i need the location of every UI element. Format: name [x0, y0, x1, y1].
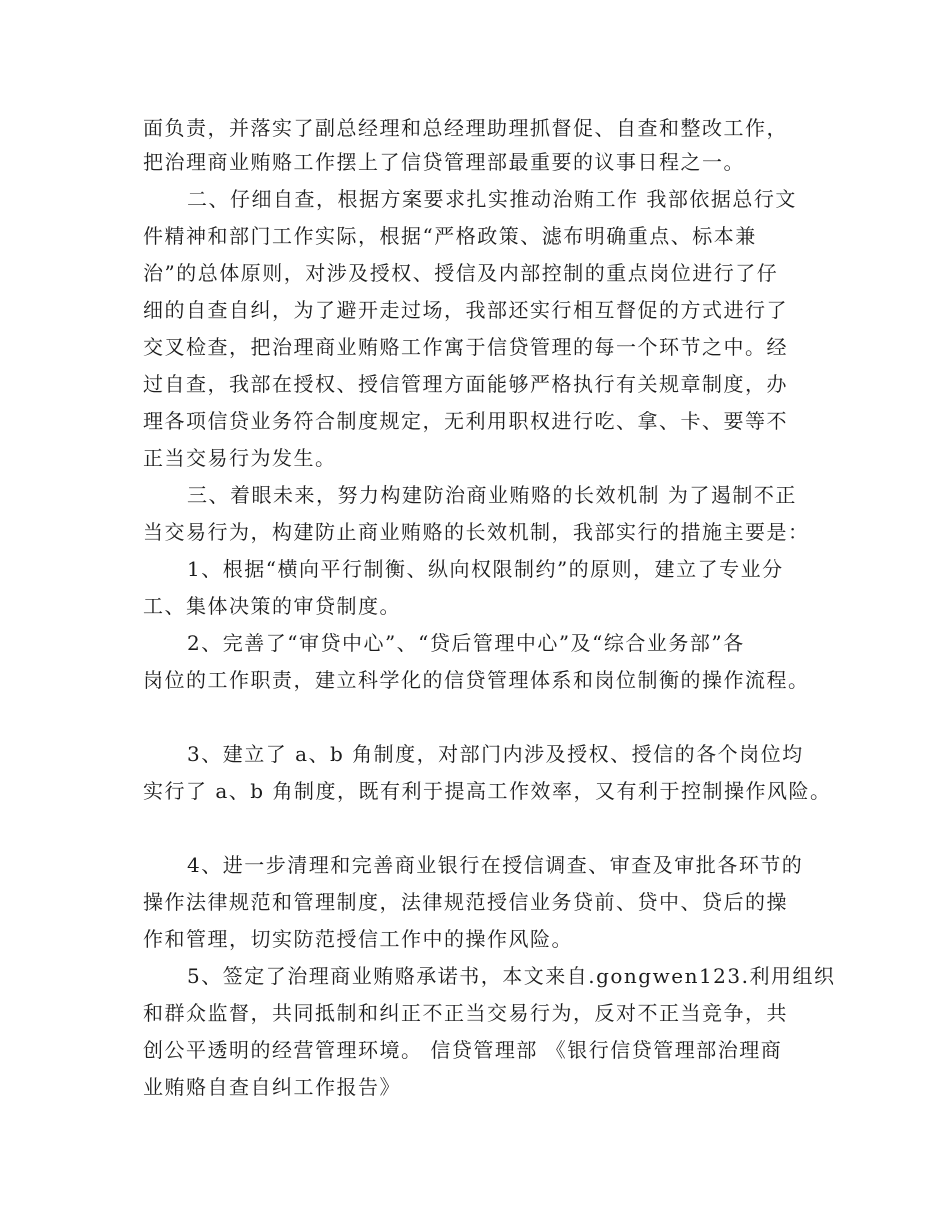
text-line: 把治理商业贿赂工作摆上了信贷管理部最重要的议事日程之一。	[143, 150, 745, 174]
text-line: 操作法律规范和管理制度，法律规范授信业务贷前、贷中、贷后的操	[143, 890, 788, 914]
text-line: 1、根据“横向平行制衡、纵向权限制约”的原则，建立了专业分	[187, 557, 784, 581]
text-line: 交叉检查，把治理商业贿赂工作寓于信贷管理的每一个环节之中。经	[143, 335, 788, 359]
text-line: 创公平透明的经营管理环境。 信贷管理部 《银行信贷管理部治理商	[143, 1038, 783, 1062]
text-line: 4、进一步清理和完善商业银行在授信调查、审查及审批各环节的	[187, 853, 804, 877]
text-line: 理各项信贷业务符合制度规定，无利用职权进行吃、拿、卡、要等不	[143, 409, 788, 433]
text-line: 实行了 a、b 角制度，既有利于提高工作效率，又有利于控制操作风险。	[143, 779, 832, 803]
text-line: 二、仔细自查，根据方案要求扎实推动治贿工作 我部依据总行文	[187, 187, 797, 211]
text-line: 业贿赂自查自纠工作报告》	[143, 1075, 401, 1099]
text-line: 过自查，我部在授权、授信管理方面能够严格执行有关规章制度，办	[143, 372, 788, 396]
text-line: 5、签定了治理商业贿赂承诺书，本文来自.gongwen123.利用组织	[187, 964, 836, 988]
text-line: 当交易行为，构建防止商业贿赂的长效机制，我部实行的措施主要是：	[143, 520, 810, 544]
text-line: 面负责，并落实了副总经理和总经理助理抓督促、自查和整改工作，	[143, 116, 788, 140]
text-line: 和群众监督，共同抵制和纠正不正当交易行为，反对不正当竞争，共	[143, 1001, 788, 1025]
text-line: 治”的总体原则，对涉及授权、授信及内部控制的重点岗位进行了仔	[143, 261, 779, 285]
text-line: 3、建立了 a、b 角制度，对部门内涉及授权、授信的各个岗位均	[187, 742, 804, 766]
text-line: 工、集体决策的审贷制度。	[143, 594, 401, 618]
text-line: 件精神和部门工作实际，根据“严格政策、滤布明确重点、标本兼	[143, 224, 757, 248]
text-line: 三、着眼未来，努力构建防治商业贿赂的长效机制 为了遏制不正	[187, 483, 797, 507]
text-line: 2、完善了“审贷中心”、“贷后管理中心”及“综合业务部”各	[187, 631, 745, 655]
text-line: 岗位的工作职责，建立科学化的信贷管理体系和岗位制衡的操作流程。	[143, 668, 810, 692]
text-line: 细的自查自纠，为了避开走过场，我部还实行相互督促的方式进行了	[143, 298, 788, 322]
text-line: 正当交易行为发生。	[143, 446, 337, 470]
text-line: 作和管理，切实防范授信工作中的操作风险。	[143, 927, 573, 951]
